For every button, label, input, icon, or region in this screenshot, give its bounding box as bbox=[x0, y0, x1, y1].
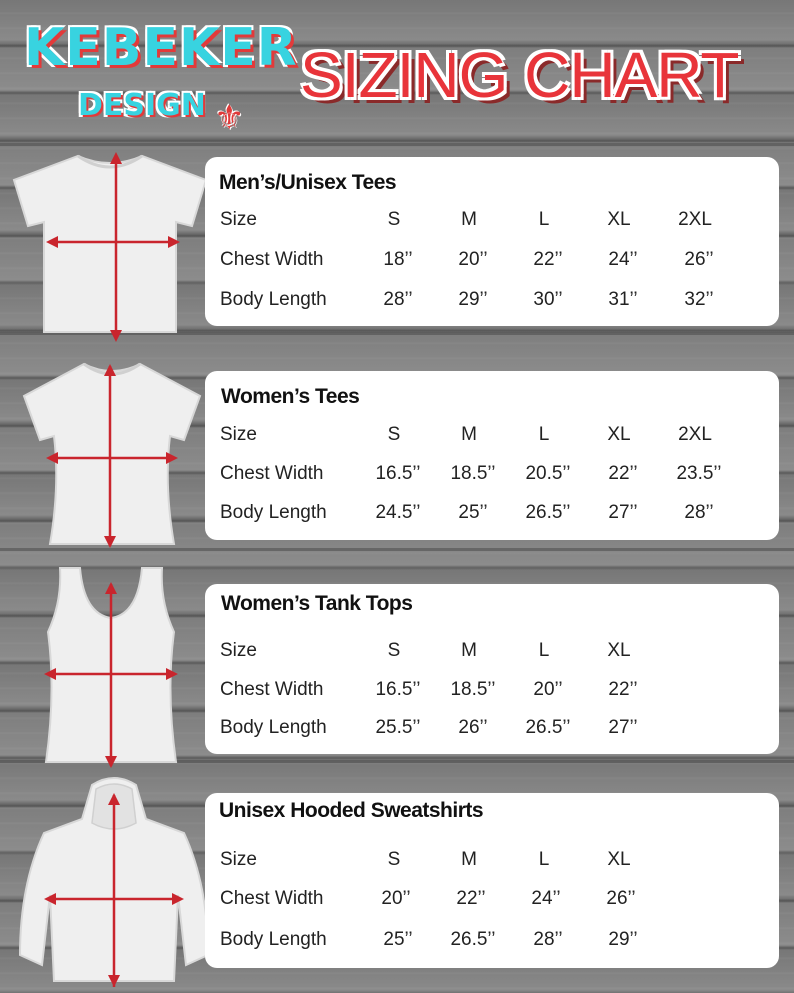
tank-top-icon bbox=[36, 562, 186, 772]
row-label-size: Size bbox=[220, 424, 257, 445]
length-cell: 29’’ bbox=[458, 289, 488, 310]
row-label-length: Body Length bbox=[220, 502, 327, 523]
size-cell: L bbox=[538, 209, 550, 230]
row-label-chest: Chest Width bbox=[220, 679, 324, 700]
chest-cell: 18.5’’ bbox=[450, 679, 496, 700]
row-label-chest: Chest Width bbox=[220, 249, 324, 270]
length-cell: 27’’ bbox=[608, 502, 638, 523]
chest-cell: 24’’ bbox=[531, 888, 561, 909]
wood-seam bbox=[0, 143, 794, 146]
length-cell: 32’’ bbox=[684, 289, 714, 310]
chest-cell: 22’’ bbox=[533, 249, 563, 270]
chest-cell: 26’’ bbox=[606, 888, 636, 909]
row-label-chest: Chest Width bbox=[220, 463, 324, 484]
card-womens-tees bbox=[205, 371, 779, 540]
size-cell: L bbox=[538, 424, 550, 445]
length-cell: 28’’ bbox=[533, 929, 563, 950]
fleur-de-lis-icon: ⚜ bbox=[214, 99, 245, 137]
hoodie-icon bbox=[14, 775, 214, 989]
row-label-size: Size bbox=[220, 640, 257, 661]
card-womens-tank-tops bbox=[205, 584, 779, 754]
chest-cell: 22’’ bbox=[608, 679, 638, 700]
brand-logo bbox=[18, 18, 298, 137]
size-cell: S bbox=[387, 849, 401, 870]
row-label-length: Body Length bbox=[220, 929, 327, 950]
size-cell: M bbox=[461, 424, 477, 445]
chest-cell: 24’’ bbox=[608, 249, 638, 270]
size-cell: XL bbox=[607, 424, 631, 445]
row-label-length: Body Length bbox=[220, 289, 327, 310]
length-cell: 25’’ bbox=[383, 929, 413, 950]
size-cell: S bbox=[387, 640, 401, 661]
chest-cell: 20’’ bbox=[458, 249, 488, 270]
card-unisex-hooded-sweatshirts bbox=[205, 793, 779, 968]
size-cell: S bbox=[387, 424, 401, 445]
chest-cell: 20.5’’ bbox=[525, 463, 571, 484]
section-title: Women’s Tees bbox=[221, 385, 360, 408]
size-cell: L bbox=[538, 640, 550, 661]
length-cell: 27’’ bbox=[608, 717, 638, 738]
chest-cell: 16.5’’ bbox=[375, 679, 421, 700]
length-cell: 25’’ bbox=[458, 502, 488, 523]
chest-cell: 16.5’’ bbox=[375, 463, 421, 484]
length-cell: 26.5’’ bbox=[525, 717, 571, 738]
chest-cell: 23.5’’ bbox=[676, 463, 722, 484]
length-cell: 29’’ bbox=[608, 929, 638, 950]
section-title: Men’s/Unisex Tees bbox=[219, 171, 397, 194]
length-cell: 28’’ bbox=[383, 289, 413, 310]
size-cell: 2XL bbox=[678, 209, 712, 230]
chest-cell: 26’’ bbox=[684, 249, 714, 270]
length-cell: 25.5’’ bbox=[375, 717, 421, 738]
chest-cell: 20’’ bbox=[381, 888, 411, 909]
length-cell: 24.5’’ bbox=[375, 502, 421, 523]
chest-cell: 20’’ bbox=[533, 679, 563, 700]
size-cell: 2XL bbox=[678, 424, 712, 445]
length-cell: 26.5’’ bbox=[450, 929, 496, 950]
chest-cell: 18.5’’ bbox=[450, 463, 496, 484]
length-cell: 31’’ bbox=[608, 289, 638, 310]
size-cell: M bbox=[461, 640, 477, 661]
logo-top-text: KEBEKER bbox=[24, 18, 298, 78]
logo-bottom-text: DESIGN bbox=[78, 88, 206, 123]
size-cell: XL bbox=[607, 640, 631, 661]
section-title: Women’s Tank Tops bbox=[221, 592, 413, 615]
chest-cell: 22’’ bbox=[608, 463, 638, 484]
section-title: Unisex Hooded Sweatshirts bbox=[219, 799, 484, 822]
size-cell: M bbox=[461, 849, 477, 870]
chest-cell: 18’’ bbox=[383, 249, 413, 270]
chest-cell: 22’’ bbox=[456, 888, 486, 909]
size-cell: L bbox=[538, 849, 550, 870]
row-label-size: Size bbox=[220, 849, 257, 870]
card-mens-tees bbox=[205, 157, 779, 326]
length-cell: 30’’ bbox=[533, 289, 563, 310]
size-cell: S bbox=[387, 209, 401, 230]
page-title: SIZING CHART bbox=[300, 39, 739, 111]
tshirt-icon bbox=[6, 148, 214, 342]
size-cell: XL bbox=[607, 209, 631, 230]
row-label-chest: Chest Width bbox=[220, 888, 324, 909]
length-cell: 26’’ bbox=[458, 717, 488, 738]
row-label-size: Size bbox=[220, 209, 257, 230]
row-label-length: Body Length bbox=[220, 717, 327, 738]
length-cell: 28’’ bbox=[684, 502, 714, 523]
size-cell: M bbox=[461, 209, 477, 230]
womens-tshirt-icon bbox=[14, 356, 210, 550]
length-cell: 26.5’’ bbox=[525, 502, 571, 523]
size-cell: XL bbox=[607, 849, 631, 870]
